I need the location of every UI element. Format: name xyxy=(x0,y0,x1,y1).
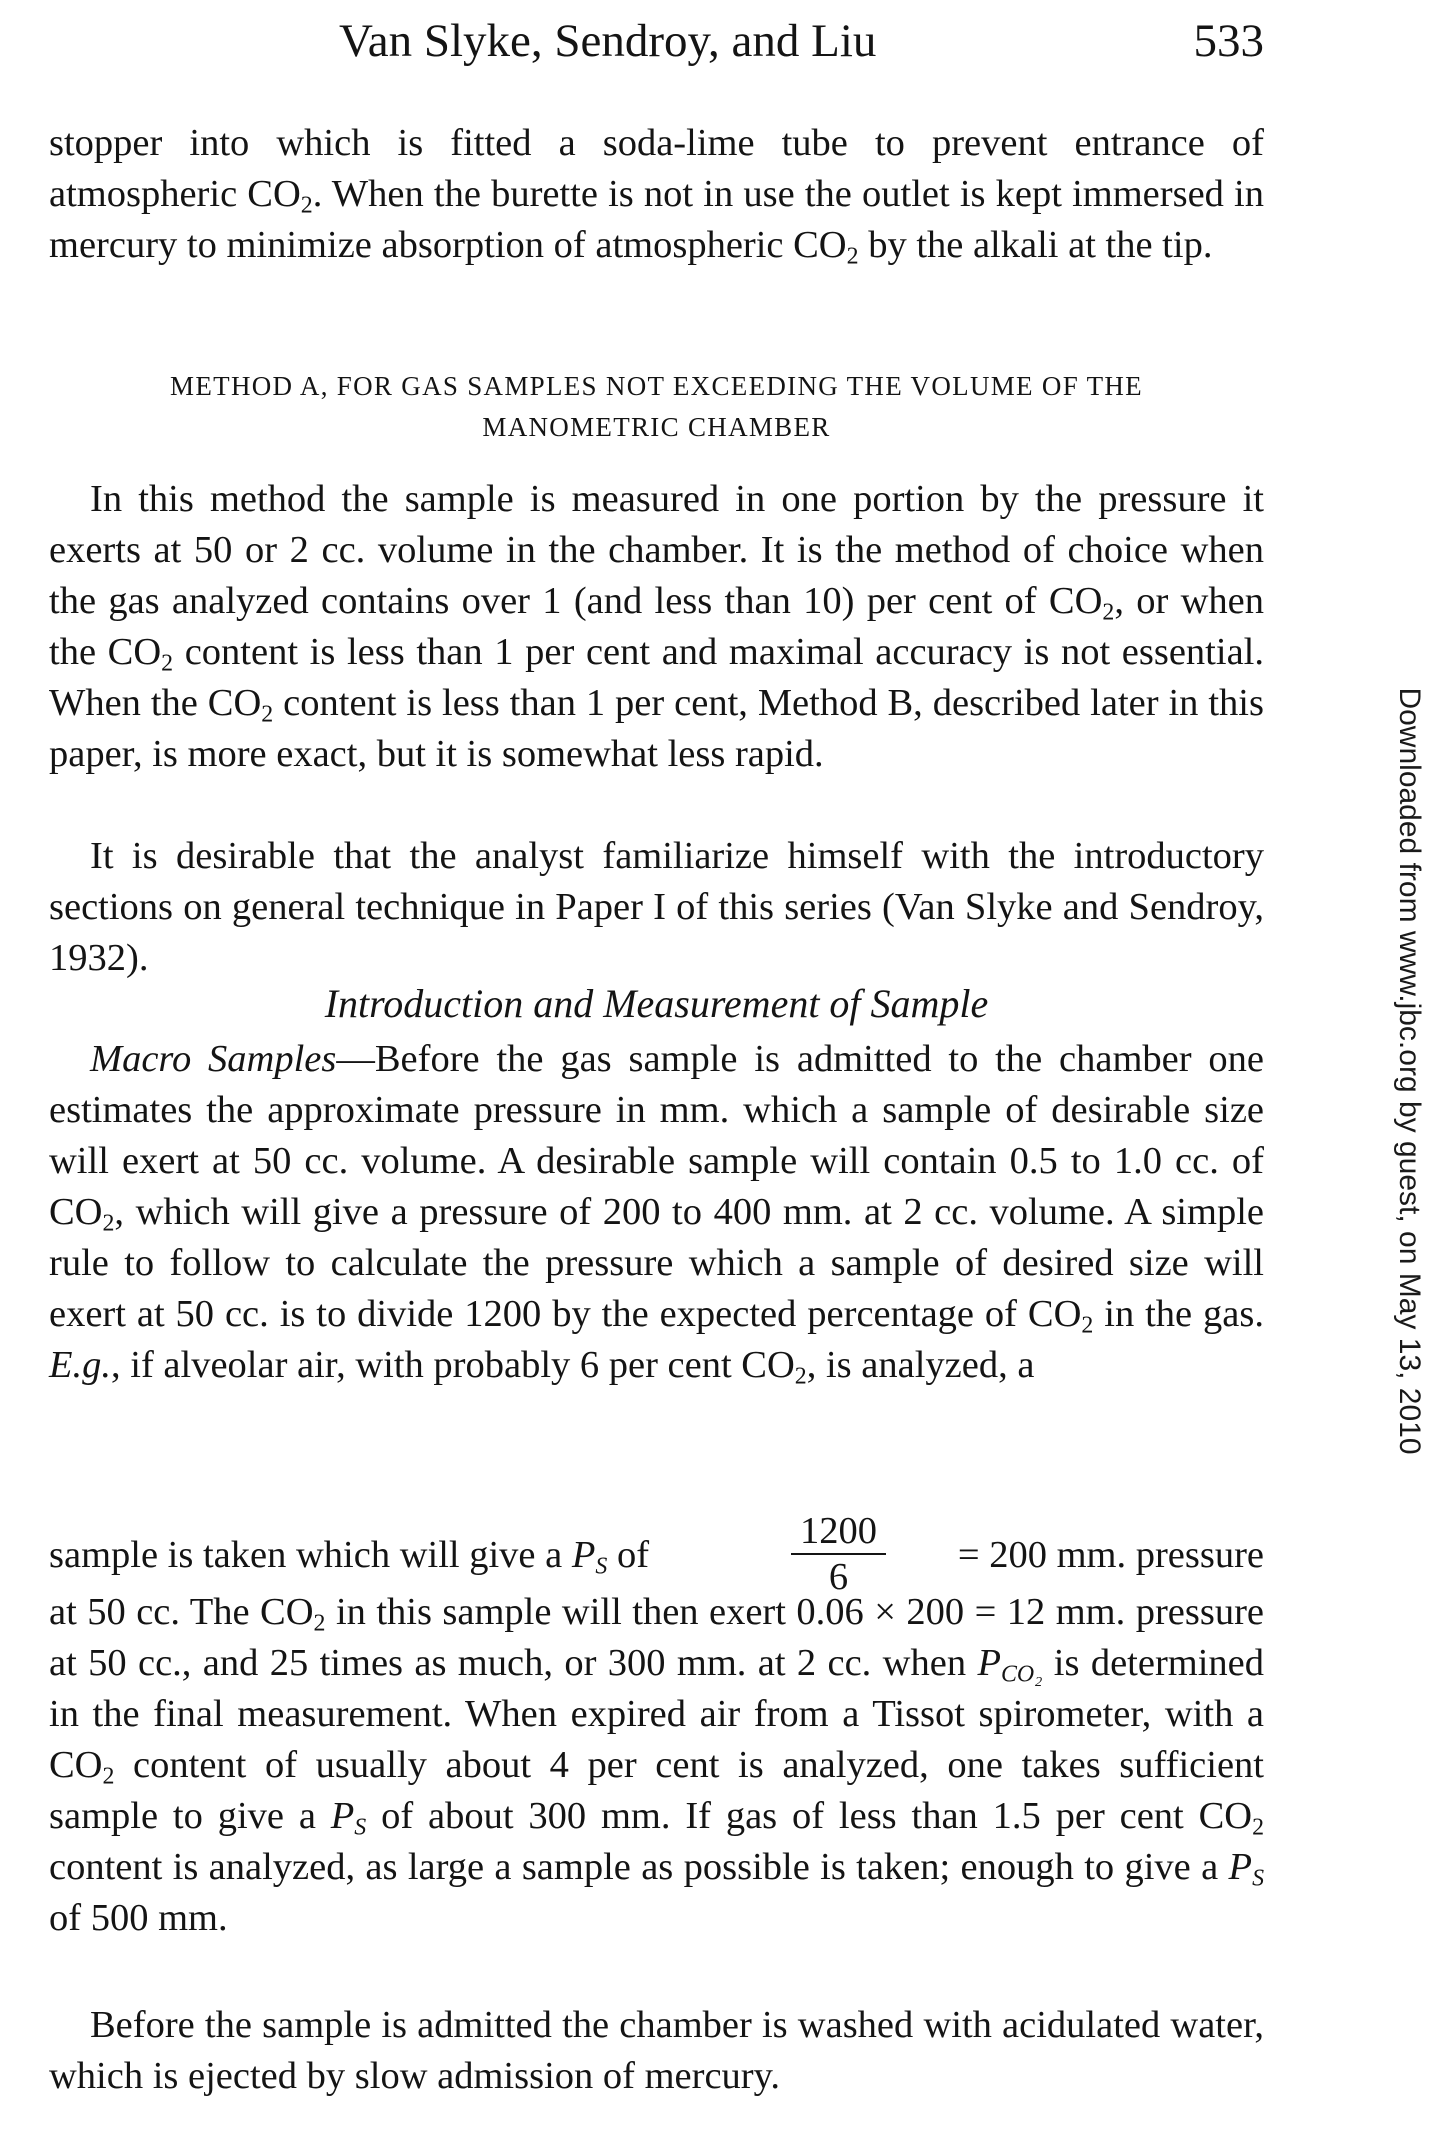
paragraph: In this method the sample is measured in one portion by the pressure it exerts at 50 or 2 cc. volume in the chamber. It is the method of choice when the gas analyzed contains over 1 (and less than 10) per cent of $CO_2$, or when the $CO_2$ content is less than 1 per cent and maximal accuracy is not essential. When the $CO_2$ content is less than 1 per cent, Method B, described later in this paper, is more exact, but it is somewhat less rapid. xyxy=(49,478,1264,775)
running-header xyxy=(49,14,1264,74)
download-watermark: Downloaded from www.jbc.org by guest, on May 13, 2010 xyxy=(1393,687,1426,1455)
fraction-denominator: 6 xyxy=(828,1556,849,1598)
fraction-numerator: 1200 xyxy=(791,1509,886,1555)
running-title: Van Slyke, Sendroy, and Liu xyxy=(339,15,877,67)
section-heading xyxy=(49,366,1264,448)
paragraph: stopper into which is fitted a soda-lime tube to prevent entrance of atmospheric $CO_2$. When the burette is not in use the outlet is kept immersed in mercury to minimize absorption of atmospheric $CO_2$ by the alkali at the tip. xyxy=(49,122,1265,270)
equation-lead-text: sample is taken which will give a $P_S$ of xyxy=(49,1534,650,1580)
fraction xyxy=(791,1509,886,1599)
subsection-heading: Introduction and Measurement of Sample xyxy=(324,981,989,1026)
paragraph: Before the sample is admitted the chamber is washed with acidulated water, which is ejected by slow admission of mercury. xyxy=(49,2004,1264,2097)
equation-line xyxy=(49,1510,1264,1598)
section-heading-line: METHOD A, FOR GAS SAMPLES NOT EXCEEDING THE VOLUME OF THE xyxy=(170,371,1143,401)
equation-trail-text: = 200 mm. pressure xyxy=(957,1534,1264,1576)
paragraph: It is desirable that the analyst familiarize himself with the introductory sections on general technique in Paper I of this series (Van Slyke and Sendroy, 1932). xyxy=(49,835,1264,979)
page-number: 533 xyxy=(1193,15,1264,67)
paragraph: Macro Samples—Before the gas sample is admitted to the chamber one estimates the approximate pressure in mm. which a sample of desirable size will exert at 50 cc. volume. A desirable sample will contain 0.5 to 1.0 cc. of $CO_2$, which will give a pressure of 200 to 400 mm. at 2 cc. volume. A simple rule to follow to calculate the pressure which a sample of desired size will exert at 50 cc. is to divide 1200 by the expected percentage of $CO_2$ in the gas. E.g., if alveolar air, with probably 6 per cent $CO_2$, is analyzed, a xyxy=(49,1038,1265,1390)
section-heading-line: MANOMETRIC CHAMBER xyxy=(482,412,831,442)
paragraph: at 50 cc. The $CO_2$ in this sample will then exert 0.06 × 200 = 12 mm. pressure at 50 cc., and 25 times as much, or 300 mm. at 2 cc. when $P_{CO_2}$ is determined in the final measurement. When expired air from a Tissot spirometer, with a $CO_2$ content of usually about 4 per cent is analyzed, one takes sufficient sample to give a $P_S$ of about 300 mm. If gas of less than 1.5 per cent $CO_2$ content is analyzed, as large a sample as possible is taken; enough to give a $P_S$ of 500 mm. xyxy=(49,1591,1264,1939)
